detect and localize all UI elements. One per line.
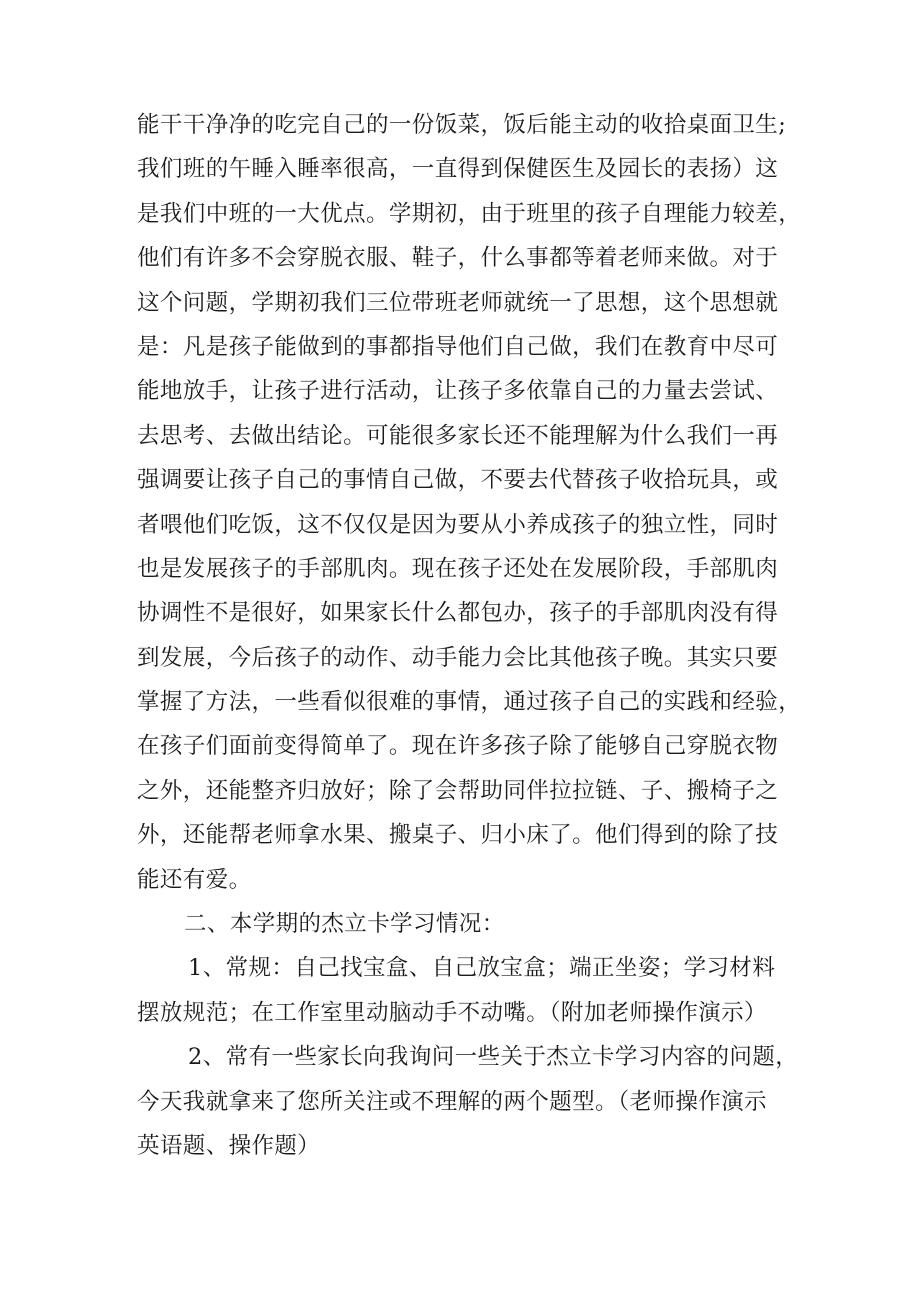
list-item	[137, 1035, 797, 1168]
text-line: 掌握了方法，一些看似很难的事情，通过孩子自己的实践和经验，	[137, 689, 802, 716]
list-item	[137, 946, 797, 1035]
text-line: 在孩子们面前变得简单了。现在许多孩子除了能够自己穿脱衣物	[137, 733, 779, 760]
section-heading: 二、本学期的杰立卡学习情况：	[184, 911, 505, 938]
text-line: 者喂他们吃饭，这不仅仅是因为要从小养成孩子的独立性，同时	[137, 511, 779, 538]
text-line: 今天我就拿来了您所关注或不理解的两个题型。（老师操作演示	[137, 1088, 767, 1115]
text-line: 也是发展孩子的手部肌肉。现在孩子还处在发展阶段，手部肌肉	[137, 555, 779, 582]
paragraph-continuation	[137, 103, 802, 902]
text-line: 是我们中班的一大优点。学期初，由于班里的孩子自理能力较差，	[137, 200, 802, 227]
text-line: 能地放手，让孩子进行活动，让孩子多依靠自己的力量去尝试、	[137, 378, 779, 405]
text-line: 去思考、去做出结论。可能很多家长还不能理解为什么我们一再	[137, 422, 779, 449]
text-line: 他们有许多不会穿脱衣服、鞋子，什么事都等着老师来做。对于	[137, 245, 779, 272]
text-line: 能还有爱。	[137, 866, 252, 893]
text-line: 我们班的午睡入睡率很高，一直得到保健医生及园长的表扬）这	[137, 156, 779, 183]
text-line: 英语题、操作题）	[137, 1132, 321, 1159]
text-line: 2、常有一些家长向我询问一些关于杰立卡学习内容的问题，	[188, 1044, 799, 1071]
text-line: 协调性不是很好，如果家长什么都包办，孩子的手部肌肉没有得	[137, 600, 779, 627]
text-line: 能干干净净的吃完自己的一份饭菜，饭后能主动的收拾桌面卫生;	[137, 112, 787, 138]
text-line: 强调要让孩子自己的事情自己做，不要去代替孩子收拾玩具，或	[137, 467, 779, 494]
text-line: 之外，还能整齐归放好；除了会帮助同伴拉拉链、子、搬椅子之	[137, 777, 779, 804]
document-body	[137, 103, 802, 1168]
text-line: 摆放规范；在工作室里动脑动手不动嘴。（附加老师操作演示）	[137, 999, 767, 1026]
text-line: 是：凡是孩子能做到的事都指导他们自己做，我们在教育中尽可	[137, 333, 779, 360]
text-line: 这个问题，学期初我们三位带班老师就统一了思想，这个思想就	[137, 289, 779, 316]
text-line: 1、常规：自己找宝盒、自己放宝盒；端正坐姿；学习材料	[188, 955, 776, 982]
text-line: 外，还能帮老师拿水果、搬桌子、归小床了。他们得到的除了技	[137, 822, 779, 849]
text-line: 到发展，今后孩子的动作、动手能力会比其他孩子晚。其实只要	[137, 644, 779, 671]
